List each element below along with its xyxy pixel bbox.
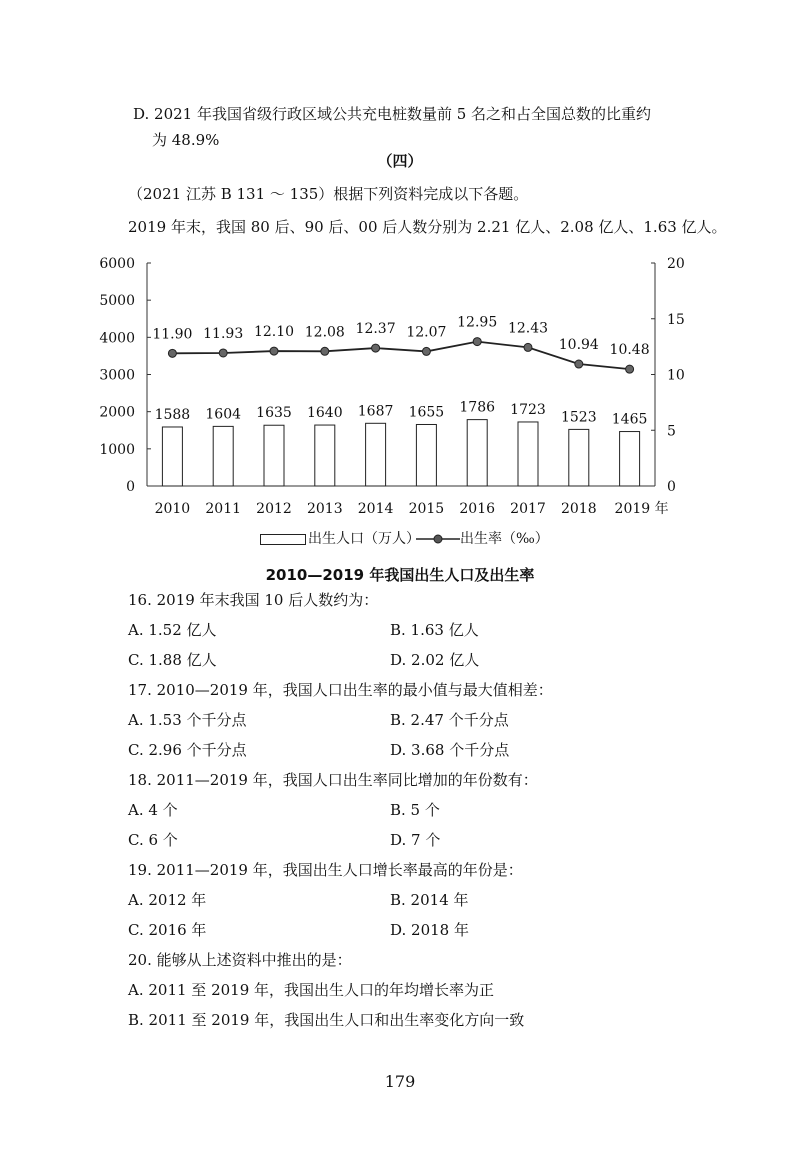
q18-option-d[interactable]: D. 7 个 (390, 831, 441, 849)
legend-bar (260, 528, 420, 548)
q19-option-c[interactable]: C. 2016 年 (128, 921, 207, 939)
q20-option-a[interactable]: A. 2011 至 2019 年，我国出生人口的年均增长率为正 (128, 981, 495, 999)
bar-label: 1655 (408, 404, 445, 421)
left-tick-label: 4000 (99, 330, 135, 347)
x-tick-label: 2016 (459, 501, 496, 517)
q16-option-c[interactable]: C. 1.88 亿人 (128, 651, 217, 669)
bar-label: 1523 (560, 409, 597, 426)
q17-option-c[interactable]: C. 2.96 个千分点 (128, 741, 247, 759)
rate-label: 12.37 (355, 321, 396, 338)
left-tick-label: 6000 (99, 256, 135, 272)
right-tick-label: 15 (667, 311, 685, 328)
q17-stem: 17. 2010—2019 年，我国人口出生率的最小值与最大值相差： (128, 681, 553, 699)
left-tick-label: 5000 (99, 293, 135, 310)
rate-label: 12.10 (253, 324, 295, 341)
right-tick-label: 5 (667, 423, 676, 440)
left-tick-label: 0 (126, 479, 135, 495)
x-tick-label: 2019 年 (614, 501, 669, 517)
x-tick-label: 2018 (560, 501, 597, 517)
bar-label: 1604 (205, 406, 242, 423)
bar-2015 (416, 424, 436, 486)
legend-bar-swatch (260, 534, 306, 545)
q16-option-d[interactable]: D. 2.02 亿人 (390, 651, 480, 669)
q17-option-b[interactable]: B. 2.47 个千分点 (390, 711, 509, 729)
legend-bar-label: 出生人口（万人） (308, 531, 420, 547)
legend-line (416, 528, 549, 548)
legend-line-label: 出生率（‰） (460, 531, 549, 547)
chart-caption: 2010—2019 年我国出生人口及出生率 (265, 566, 535, 584)
x-tick-label: 2012 (256, 501, 292, 517)
x-tick-label: 2013 (306, 501, 343, 517)
bar-2011 (213, 426, 233, 486)
rate-point (575, 360, 583, 368)
q16-stem: 16. 2019 年末我国 10 后人数约为： (128, 591, 379, 609)
left-tick-label: 1000 (99, 441, 135, 458)
q19-option-d[interactable]: D. 2018 年 (390, 921, 469, 939)
q16-option-a[interactable]: A. 1.52 亿人 (128, 621, 217, 639)
q19-option-b[interactable]: B. 2014 年 (390, 891, 469, 909)
left-tick-label: 2000 (99, 404, 135, 421)
rate-point (321, 347, 329, 355)
q19-option-a[interactable]: A. 2012 年 (128, 891, 207, 909)
left-tick-label: 3000 (99, 367, 135, 384)
bar-label: 1588 (154, 406, 191, 423)
section-title: （四） (377, 152, 423, 170)
rate-label: 11.93 (203, 325, 244, 342)
bar-label: 1465 (611, 411, 648, 428)
right-tick-label: 20 (667, 256, 685, 272)
rate-point (219, 349, 227, 357)
bar-label: 1635 (256, 405, 292, 422)
rate-label: 12.43 (507, 320, 549, 337)
bar-label: 1723 (510, 401, 546, 418)
q16-option-b[interactable]: B. 1.63 亿人 (390, 621, 479, 639)
rate-label: 11.90 (152, 326, 193, 343)
x-tick-label: 2010 (154, 501, 191, 517)
q18-option-c[interactable]: C. 6 个 (128, 831, 178, 849)
q18-option-b[interactable]: B. 5 个 (390, 801, 440, 819)
bar-2019 (620, 432, 640, 486)
q18-option-a[interactable]: A. 4 个 (128, 801, 178, 819)
q18-stem: 18. 2011—2019 年，我国人口出生率同比增加的年份数有： (128, 771, 538, 789)
prev-option-d-line2: 为 48.9% (152, 131, 220, 149)
bar-2012 (264, 425, 284, 486)
rate-point (168, 349, 176, 357)
right-tick-label: 10 (667, 367, 685, 384)
rate-point (372, 344, 380, 352)
rate-point (524, 343, 532, 351)
q17-option-d[interactable]: D. 3.68 个千分点 (390, 741, 510, 759)
right-tick-label: 0 (667, 479, 676, 495)
bar-2010 (162, 427, 182, 486)
q17-option-a[interactable]: A. 1.53 个千分点 (128, 711, 247, 729)
rate-label: 12.95 (457, 314, 498, 331)
bar-2013 (315, 425, 335, 486)
x-tick-label: 2017 (510, 501, 546, 517)
legend-line-marker-icon (416, 533, 460, 545)
bar-2018 (569, 429, 589, 486)
bar-label: 1786 (459, 399, 496, 416)
q20-option-b[interactable]: B. 2011 至 2019 年，我国出生人口和出生率变化方向一致 (128, 1011, 525, 1029)
x-tick-label: 2014 (357, 501, 394, 517)
rate-point (626, 365, 634, 373)
page-number: 179 (384, 1072, 416, 1091)
birth-chart (0, 250, 800, 522)
x-tick-label: 2015 (408, 501, 445, 517)
rate-label: 10.94 (558, 337, 599, 354)
section-source: （2021 江苏 B 131 ～ 135）根据下列资料完成以下各题。 (128, 185, 529, 203)
bar-2017 (518, 422, 538, 486)
rate-point (422, 347, 430, 355)
q20-stem: 20. 能够从上述资料中推出的是： (128, 951, 352, 969)
section-intro: 2019 年末，我国 80 后、90 后、00 后人数分别为 2.21 亿人、2.08 亿人、1.63 亿人。 (128, 218, 727, 236)
bar-label: 1640 (306, 405, 343, 422)
x-tick-label: 2011 (205, 501, 242, 517)
rate-point (473, 338, 481, 346)
rate-point (270, 347, 278, 355)
bar-2014 (366, 423, 386, 486)
prev-option-d-line1: D. 2021 年我国省级行政区域公共充电桩数量前 5 名之和占全国总数的比重约 (133, 105, 652, 123)
rate-label: 12.07 (406, 324, 447, 341)
bar-2016 (467, 420, 487, 486)
rate-label: 10.48 (609, 342, 650, 359)
rate-label: 12.08 (304, 324, 345, 341)
q19-stem: 19. 2011—2019 年，我国出生人口增长率最高的年份是： (128, 861, 523, 879)
bar-label: 1687 (357, 403, 394, 420)
